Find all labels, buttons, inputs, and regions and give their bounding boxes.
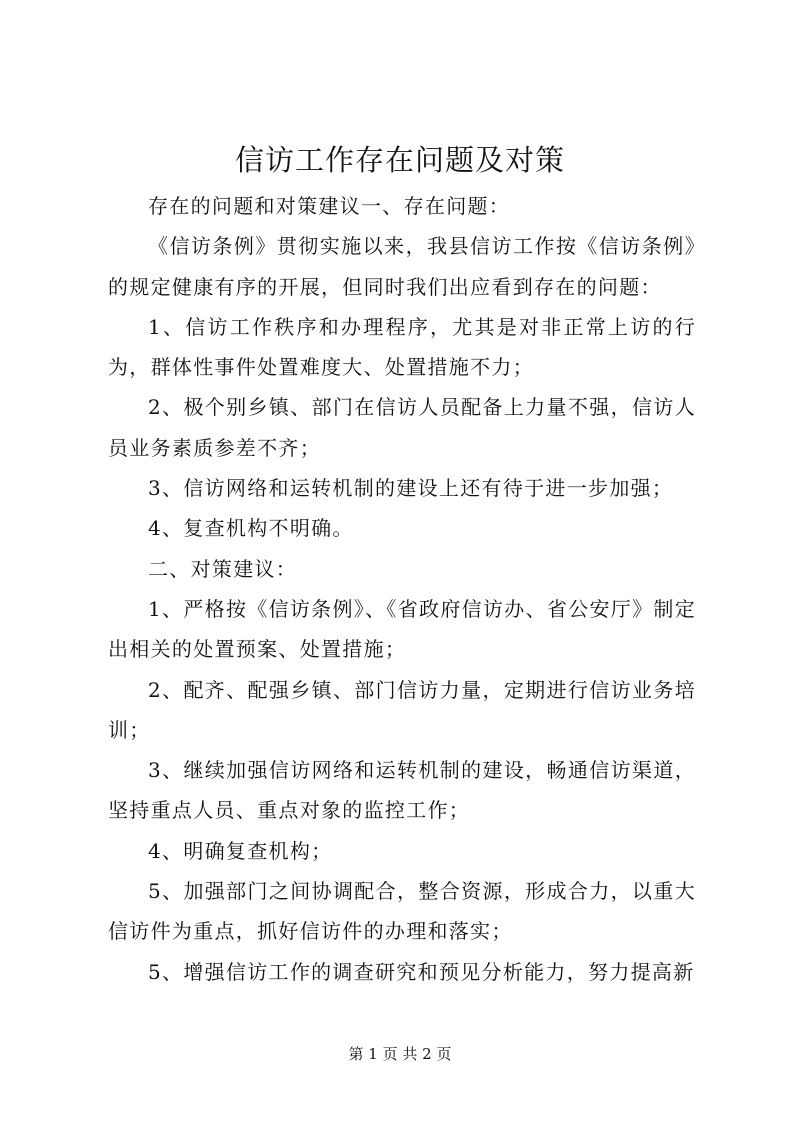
document-body [108,186,696,992]
document-title: 信访工作存在问题及对策 [234,143,565,177]
paragraph-suggestion-5: 5、加强部门之间协调配合，整合资源，形成合力，以重大信访件为重点，抓好信访件的办理和落实； [108,879,696,944]
paragraph-intro: 存在的问题和对策建议一、存在问题： [148,194,511,218]
paragraph-suggestion-5b: 5、增强信访工作的调查研究和预见分析能力，努力提高新 [148,959,695,984]
section-heading-suggestions: 二、对策建议： [148,556,298,581]
paragraph-suggestion-2: 2、配齐、配强乡镇、部门信访力量，定期进行信访业务培训； [108,677,696,742]
paragraph-regulation: 《信访条例》贯彻实施以来，我县信访工作按《信访条例》的规定健康有序的开展，但同时我们出应看到存在的问题： [108,234,696,299]
paragraph-problem-1: 1、信访工作秩序和办理程序，尤其是对非正常上访的行为，群体性事件处置难度大、处置措施不力； [108,314,696,380]
paragraph-problem-4: 4、复查机构不明确。 [148,516,354,541]
paragraph-suggestion-1: 1、严格按《信访条例》、《省政府信访办、省公安厅》制定出相关的处置预案、处置措施； [108,596,696,662]
page-number-footer: 第 1 页 共 2 页 [348,1045,452,1063]
paragraph-suggestion-4: 4、明确复查机构； [148,838,333,863]
paragraph-problem-3: 3、信访网络和运转机制的建设上还有待于进一步加强； [148,476,674,501]
paragraph-problem-2: 2、极个别乡镇、部门在信访人员配备上力量不强，信访人员业务素质参差不齐； [108,395,696,460]
paragraph-suggestion-3: 3、继续加强信访网络和运转机制的建设，畅通信访渠道，坚持重点人员、重点对象的监控工作； [108,758,696,823]
